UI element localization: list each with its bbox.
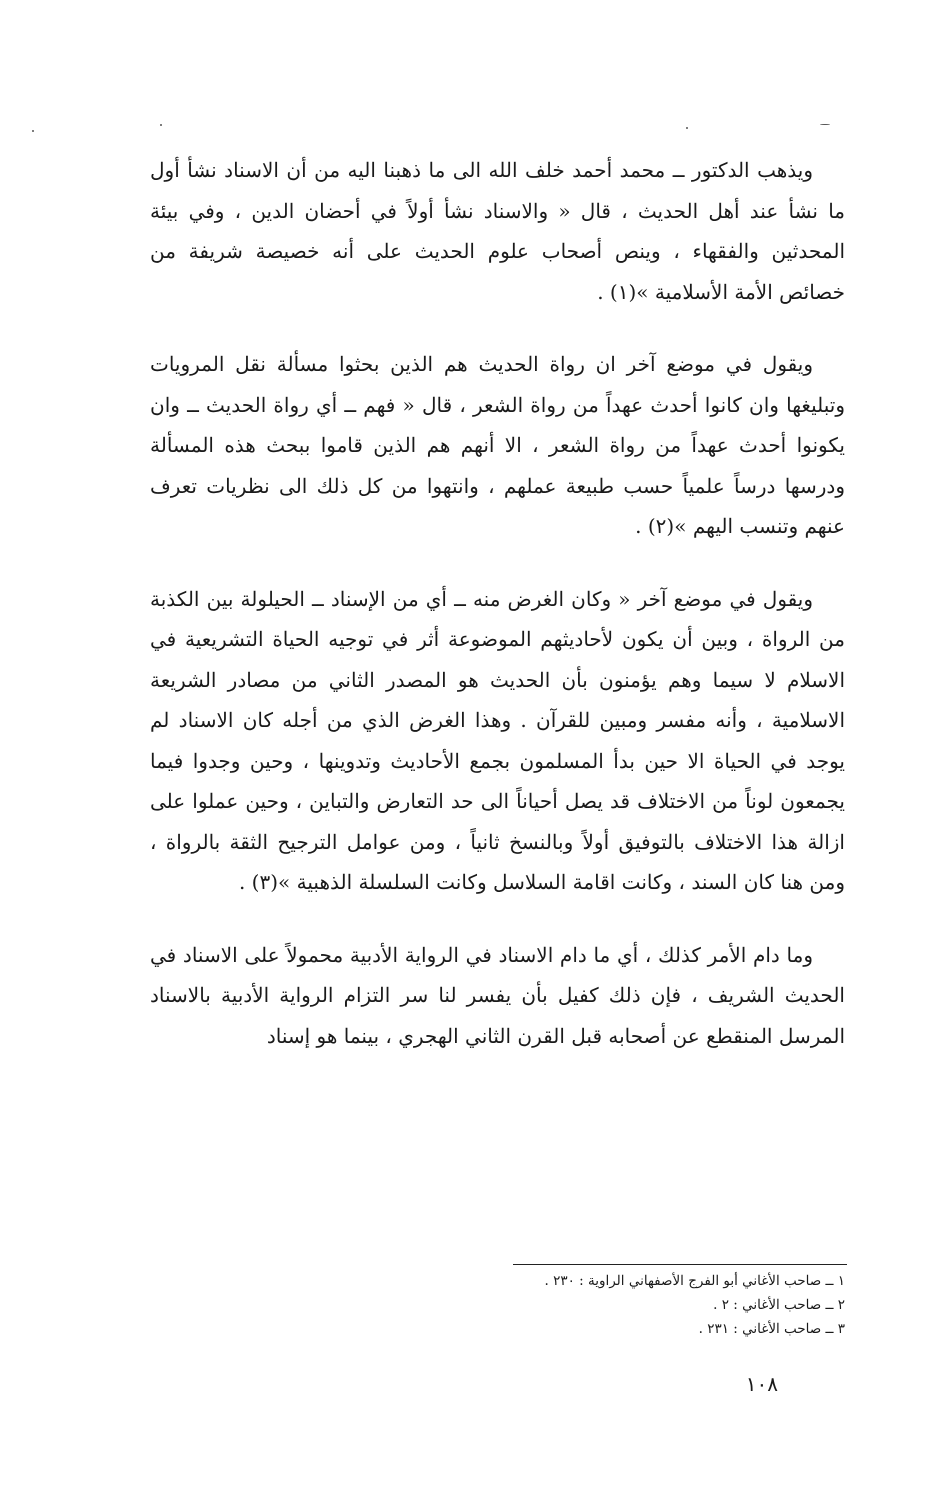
scan-speck: [686, 127, 688, 129]
scan-speck: [160, 124, 162, 126]
footnote-item: ٢ ــ صاحب الأغاني : ٢ .: [713, 1297, 845, 1313]
scan-speck: [820, 124, 830, 125]
paragraph-3: ويقول في موضع آخر « وكان الغرض منه ــ أي من الإسناد ــ الحيلولة بين الكذبة من الرواة ، وبين أن يكون لأحاديثهم الموضوعة أثر في توجيه الحياة التشريعية في الاسلام لا سيما وهم يؤمنون بأن الحديث هو المصدر الثاني من مصادر الشريعة الاسلامية ، وأنه مفسر ومبين للقرآن . وهذا الغرض الذي من أجله كان الاسناد لم يوجد في الحياة الا حين بدأ المسلمون بجمع الأحاديث وتدوينها ، وحين وجدوا فيما يجمعون لوناً من الاختلاف قد يصل أحياناً الى حد التعارض والتباين ، وحين عملوا على ازالة هذا الاختلاف بالتوفيق أولاً وبالنسخ ثانياً ، ومن عوامل الترجيح الثقة بالرواة ، ومن هنا كان السند ، وكانت اقامة السلاسل وكانت السلسلة الذهبية »(٣) .: [150, 586, 845, 894]
paragraph-4: وما دام الأمر كذلك ، أي ما دام الاسناد في الرواية الأدبية محمولاً على الاسناد في الحديث الشريف ، فإن ذلك كفيل بأن يفسر لنا سر التزام الرواية الأدبية بالاسناد المرسل المنقطع عن أصحابه قبل القرن الثاني الهجري ، بينما هو إسناد: [150, 942, 845, 1048]
footnote-item: ٣ ــ صاحب الأغاني : ٢٣١ .: [698, 1321, 845, 1337]
main-text: [150, 150, 845, 1088]
scan-speck: [32, 130, 34, 132]
footnote-item: ١ ــ صاحب الأغاني أبو الفرج الأصفهاني الراوية : ٢٣٠ .: [544, 1273, 845, 1289]
page-number: ١٠٨: [745, 1372, 778, 1396]
footnote-divider: [513, 1264, 847, 1265]
footnotes: [425, 1269, 845, 1341]
paragraph-1: ويذهب الدكتور ــ محمد أحمد خلف الله الى ما ذهبنا اليه من أن الاسناد نشأ أول ما نشأ عند أهل الحديث ، قال « والاسناد نشأ أولاً في أحضان الدين ، وفي بيئة المحدثين والفقهاء ، وينص أصحاب علوم الحديث على أنه خصيصة شريفة من خصائص الأمة الأسلامية »(١) .: [150, 158, 845, 304]
paragraph-2: ويقول في موضع آخر ان رواة الحديث هم الذين بحثوا مسألة نقل المرويات وتبليغها وان كانوا أحدث عهداً من رواة الشعر ، قال « فهم ــ أي رواة الحديث ــ وان يكونوا أحدث عهداً من رواة الشعر ، الا أنهم هم الذين قاموا ببحث هذه المسألة ودرسها درساً علمياً حسب طبيعة عملهم ، وانتهوا من كل ذلك الى نظريات تعرف عنهم وتنسب اليهم »(٢) .: [150, 352, 845, 538]
